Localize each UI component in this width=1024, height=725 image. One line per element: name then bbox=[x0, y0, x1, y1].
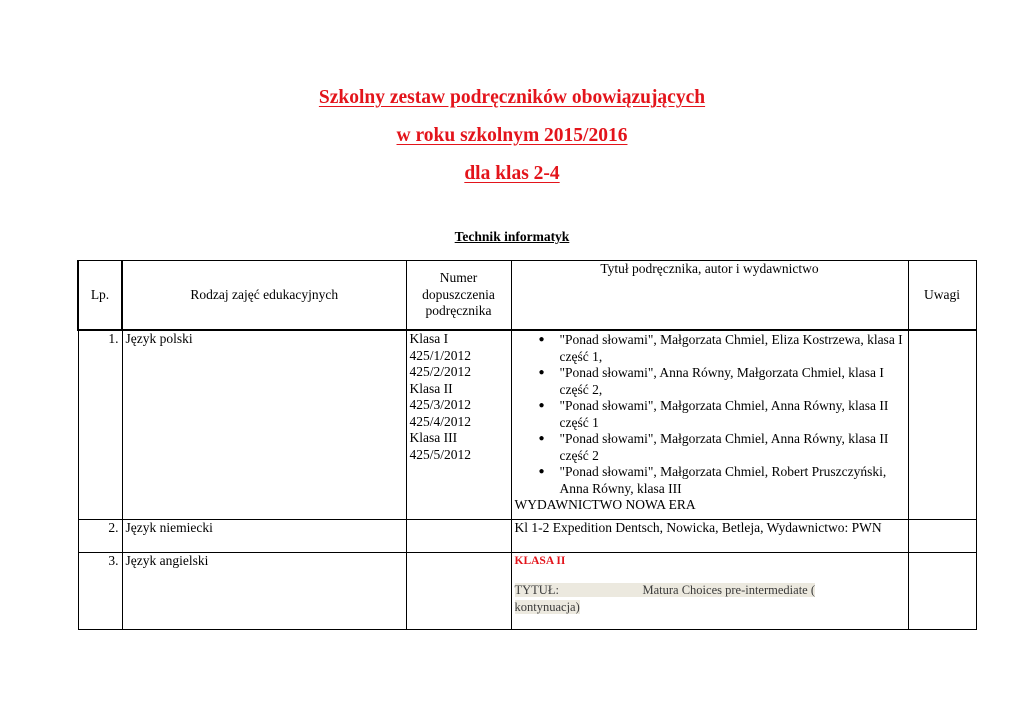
document-title bbox=[0, 84, 1024, 198]
title-line-2: w roku szkolnym 2015/2016 bbox=[396, 125, 628, 146]
tytul-highlight bbox=[515, 583, 816, 597]
list-item: ● "Ponad słowami", Małgorzata Chmiel, Anna Równy, klasa II część 1 bbox=[560, 398, 905, 431]
number-line: 425/1/2012 bbox=[409, 347, 472, 363]
header-title: Tytuł podręcznika, autor i wydawnictwo bbox=[511, 261, 908, 331]
table-row bbox=[78, 553, 976, 630]
header-lp: Lp. bbox=[78, 261, 122, 331]
table-row bbox=[78, 330, 976, 520]
row-notes bbox=[908, 553, 976, 630]
title-list bbox=[515, 332, 905, 497]
list-item: ● "Ponad słowami", Małgorzata Chmiel, Anna Równy, klasa II część 2 bbox=[560, 431, 905, 464]
list-item: ● "Ponad słowami", Małgorzata Chmiel, Eliza Kostrzewa, klasa I część 1, bbox=[560, 332, 905, 365]
row-subject: Język angielski bbox=[122, 553, 406, 630]
number-line: 425/2/2012 bbox=[409, 364, 472, 379]
tytul-continuation: kontynuacja) bbox=[514, 599, 580, 614]
table-header-row bbox=[78, 261, 976, 331]
klasa-label: KLASA II bbox=[514, 555, 566, 567]
row-titles bbox=[511, 330, 908, 520]
row-lp: 3. bbox=[78, 553, 122, 630]
number-line: Klasa III bbox=[409, 430, 458, 445]
publisher: WYDAWNICTWO NOWA ERA bbox=[514, 497, 696, 512]
number-line: 425/3/2012 bbox=[409, 397, 472, 412]
number-line: Klasa I bbox=[409, 331, 449, 346]
row-notes bbox=[908, 520, 976, 553]
title-line-1: Szkolny zestaw podręczników obowiązujących bbox=[318, 87, 706, 108]
header-number: Numer dopuszczenia podręcznika bbox=[406, 261, 511, 331]
number-line: Klasa II bbox=[409, 380, 453, 396]
number-line: 425/5/2012 bbox=[409, 446, 472, 462]
row-number bbox=[406, 553, 511, 630]
list-item: ● "Ponad słowami", Małgorzata Chmiel, Robert Pruszczyński, Anna Równy, klasa III bbox=[560, 464, 905, 497]
row-lp: 2. bbox=[78, 520, 122, 553]
list-item: ● "Ponad słowami", Anna Równy, Małgorzata Chmiel, klasa I część 2, bbox=[560, 365, 905, 398]
document-subtitle: Technik informatyk bbox=[454, 229, 570, 244]
row-numbers bbox=[406, 330, 511, 520]
header-notes: Uwagi bbox=[908, 261, 976, 331]
title-line-3: dla klas 2-4 bbox=[464, 163, 560, 184]
row-number bbox=[406, 520, 511, 553]
row-title: Kl 1-2 Expedition Dentsch, Nowicka, Betleja, Wydawnictwo: PWN bbox=[511, 520, 908, 553]
tytul-label: TYTUŁ: bbox=[514, 582, 559, 597]
number-line: 425/4/2012 bbox=[409, 413, 472, 429]
row-lp: 1. bbox=[78, 330, 122, 520]
table-row bbox=[78, 520, 976, 553]
textbook-table bbox=[77, 260, 977, 630]
row-notes bbox=[908, 330, 976, 520]
row-title bbox=[511, 553, 908, 630]
tytul-value: Matura Choices pre-intermediate ( bbox=[642, 582, 815, 597]
row-subject: Język niemiecki bbox=[122, 520, 406, 553]
row-subject: Język polski bbox=[122, 330, 406, 520]
header-subject: Rodzaj zajęć edukacyjnych bbox=[122, 261, 406, 331]
